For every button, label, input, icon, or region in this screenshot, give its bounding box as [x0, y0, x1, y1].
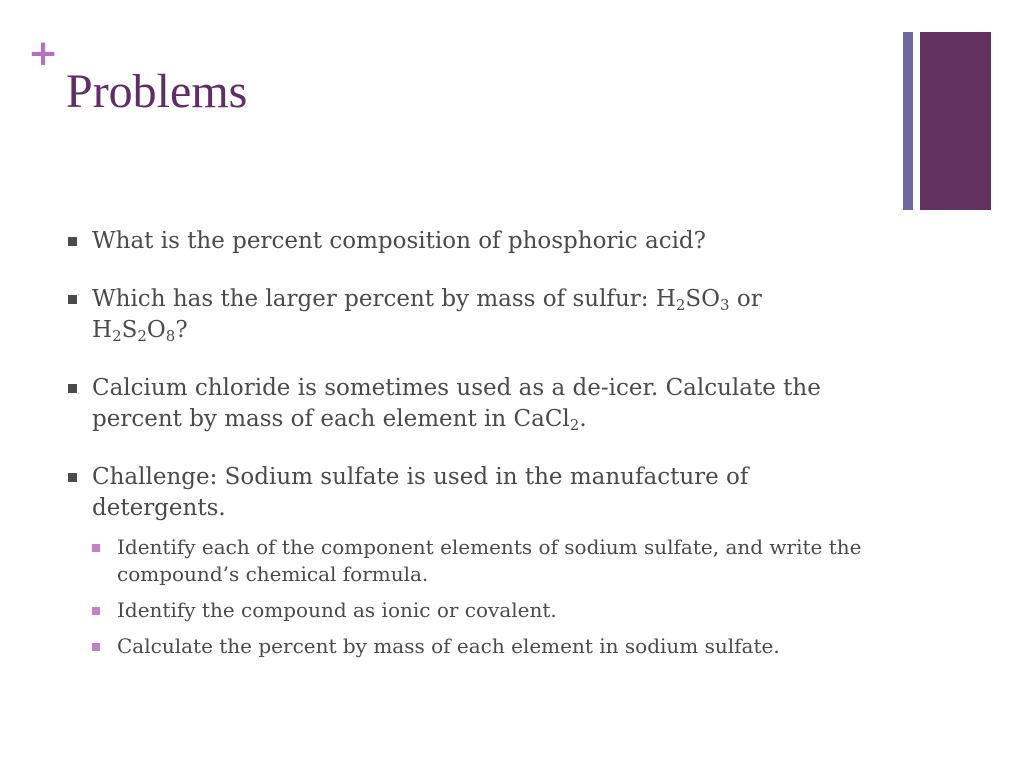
square-bullet-icon [68, 237, 77, 246]
square-bullet-icon [68, 295, 77, 304]
subscript: 8 [165, 327, 176, 345]
bullet-text: Challenge: Sodium sulfate is used in the manufacture of detergents. [92, 464, 749, 521]
square-sub-bullet-icon [92, 607, 100, 615]
bullet-list [66, 226, 876, 687]
bullet-text: S [121, 317, 138, 343]
sub-bullet-text: Identify the compound as ionic or covalent. [117, 598, 557, 622]
sub-bullet-item [92, 633, 876, 660]
slide-title: Problems [66, 65, 248, 118]
bullet-text: SO [685, 286, 721, 312]
square-bullet-icon [68, 384, 77, 393]
sub-bullet-item [92, 597, 876, 624]
plus-mark-icon: + [28, 33, 59, 74]
subscript: 3 [720, 296, 730, 314]
bullet-item-calcium-chloride [66, 373, 876, 435]
square-sub-bullet-icon [92, 643, 100, 651]
decorative-wide-bar [920, 32, 991, 210]
sub-bullet-text: Calculate the percent by mass of each element in sodium sulfate. [117, 634, 780, 658]
bullet-text: H [92, 317, 113, 343]
subscript: 2 [112, 327, 122, 345]
bullet-text: ? [175, 317, 188, 343]
square-sub-bullet-icon [92, 544, 100, 552]
subscript: 2 [137, 327, 147, 345]
sub-bullet-text: Identify each of the component elements of sodium sulfate, and write the compound’s chemical formula. [117, 535, 862, 586]
bullet-text: Calcium chloride is sometimes used as a de-icer. Calculate the percent by mass of each element in CaCl [92, 375, 821, 432]
square-bullet-icon [68, 473, 77, 482]
bullet-text: Which has the larger percent by mass of sulfur: H [92, 286, 676, 312]
bullet-item-phosphoric-acid [66, 226, 876, 257]
bullet-text: . [579, 406, 587, 432]
bullet-item-challenge [66, 462, 876, 660]
subscript: 2 [675, 296, 686, 314]
sub-bullet-list [92, 534, 876, 660]
bullet-text: or [729, 286, 762, 312]
bullet-text: What is the percent composition of phosphoric acid? [92, 228, 706, 254]
bullet-text: O [146, 317, 166, 343]
subscript: 2 [569, 416, 580, 434]
sub-bullet-item [92, 534, 876, 588]
bullet-item-sulfur-comparison [66, 284, 876, 346]
decorative-thin-bar [903, 32, 913, 210]
